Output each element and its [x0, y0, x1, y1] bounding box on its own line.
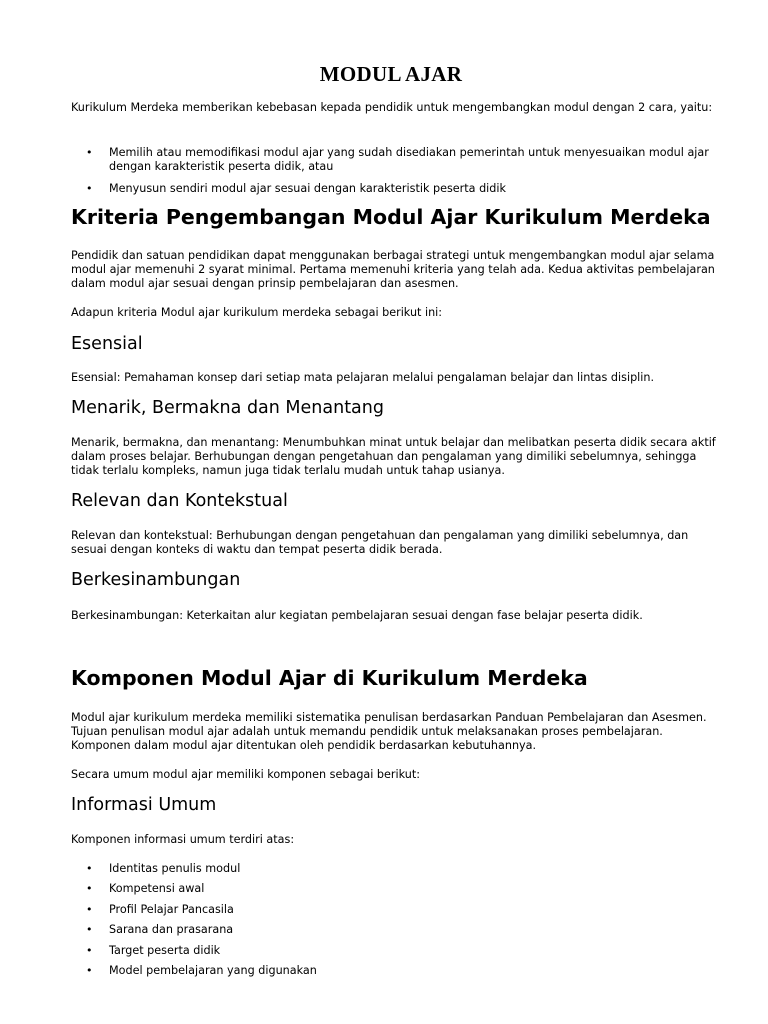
- section-heading-komponen: Komponen Modul Ajar di Kurikulum Merdeka: [71, 666, 588, 690]
- list-item-text: Sarana dan prasarana: [109, 923, 234, 937]
- komponen-paragraph: Modul ajar kurikulum merdeka memiliki sistematika penulisan berdasarkan Panduan Pembelajaran dan Asesmen. Tujuan penulisan modul ajar adalah untuk memandu pendidik untuk melaksanakan proses pembelajaran. Komponen dalam modul ajar ditentukan oleh pendidik berdasarkan kebutuhannya.: [71, 711, 707, 752]
- bullet-icon: •: [86, 943, 93, 957]
- bullet-icon: •: [86, 146, 93, 159]
- intro-paragraph: Kurikulum Merdeka memberikan kebebasan kepada pendidik untuk mengembangkan modul dengan 2 cara, yaitu:: [71, 101, 713, 114]
- criteria-heading-berkesinambungan: Berkesinambungan: [71, 570, 241, 590]
- list-item: [71, 882, 711, 896]
- bullet-icon: •: [86, 963, 93, 977]
- komponen-list: [71, 862, 711, 978]
- subsection-heading-informasi-umum: Informasi Umum: [71, 795, 217, 815]
- criteria-text-relevan: Relevan dan kontekstual: Berhubungan dengan pengetahuan dan pengalaman yang dimiliki sebelumnya, dan sesuai dengan konteks di waktu dan tempat peserta didik berada.: [71, 529, 689, 556]
- bullet-icon: •: [86, 862, 93, 875]
- bullet-icon: •: [86, 181, 93, 195]
- list-item: [71, 862, 711, 876]
- intro-list: [71, 146, 711, 195]
- list-item-text: Target peserta didik: [109, 943, 221, 957]
- list-item-text: Menyusun sendiri modul ajar sesuai dengan karakteristik peserta didik: [109, 181, 506, 195]
- informasi-umum-paragraph: Komponen informasi umum terdiri atas:: [71, 833, 295, 846]
- list-item: [71, 182, 711, 196]
- komponen-intro-paragraph: Secara umum modul ajar memiliki komponen sebagai berikut:: [71, 768, 421, 781]
- list-item: [71, 964, 711, 978]
- document-title: MODUL AJAR: [319, 62, 463, 86]
- kriteria-intro-paragraph: Adapun kriteria Modul ajar kurikulum merdeka sebagai berikut ini:: [71, 306, 443, 319]
- list-item: [71, 923, 711, 937]
- bullet-icon: •: [86, 902, 93, 916]
- criteria-heading-menarik: Menarik, Bermakna dan Menantang: [71, 398, 384, 418]
- bullet-icon: •: [86, 923, 93, 937]
- kriteria-paragraph: Pendidik dan satuan pendidikan dapat menggunakan berbagai strategi untuk mengembangkan modul ajar selama modul ajar memenuhi 2 syarat minimal. Pertama memenuhi kriteria yang telah ada. Kedua aktivitas pembelajaran dalam modul ajar sesuai dengan prinsip pembelajaran dan asesmen.: [71, 249, 715, 290]
- list-item: [71, 903, 711, 917]
- list-item-text: Kompetensi awal: [109, 882, 205, 896]
- criteria-text-menarik: Menarik, bermakna, dan menantang: Menumbuhkan minat untuk belajar dan melibatkan peserta didik secara aktif dalam proses belajar. Berhubungan dengan pengetahuan dan pengalaman yang dimiliki sebelumnya, sehingga tidak terlalu kompleks, namun juga tidak terlalu mudah untuk tahap usianya.: [71, 436, 716, 477]
- list-item-text: Memilih atau memodifikasi modul ajar yang sudah disediakan pemerintah untuk menyesuaikan modul ajar dengan karakteristik peserta didik, atau: [109, 146, 709, 173]
- list-item-text: Identitas penulis modul: [109, 862, 241, 875]
- criteria-text-esensial: Esensial: Pemahaman konsep dari setiap mata pelajaran melalui pengalaman belajar dan lintas disiplin.: [71, 371, 655, 384]
- list-item-text: Model pembelajaran yang digunakan: [109, 963, 317, 977]
- criteria-heading-relevan: Relevan dan Kontekstual: [71, 491, 288, 511]
- list-item: [71, 146, 711, 174]
- section-heading-kriteria: Kriteria Pengembangan Modul Ajar Kurikulum Merdeka: [71, 205, 711, 229]
- list-item-text: Profil Pelajar Pancasila: [109, 902, 234, 916]
- list-item: [71, 944, 711, 958]
- bullet-icon: •: [86, 882, 93, 896]
- criteria-heading-esensial: Esensial: [71, 334, 143, 354]
- criteria-text-berkesinambungan: Berkesinambungan: Keterkaitan alur kegiatan pembelajaran sesuai dengan fase belajar peserta didik.: [71, 609, 643, 622]
